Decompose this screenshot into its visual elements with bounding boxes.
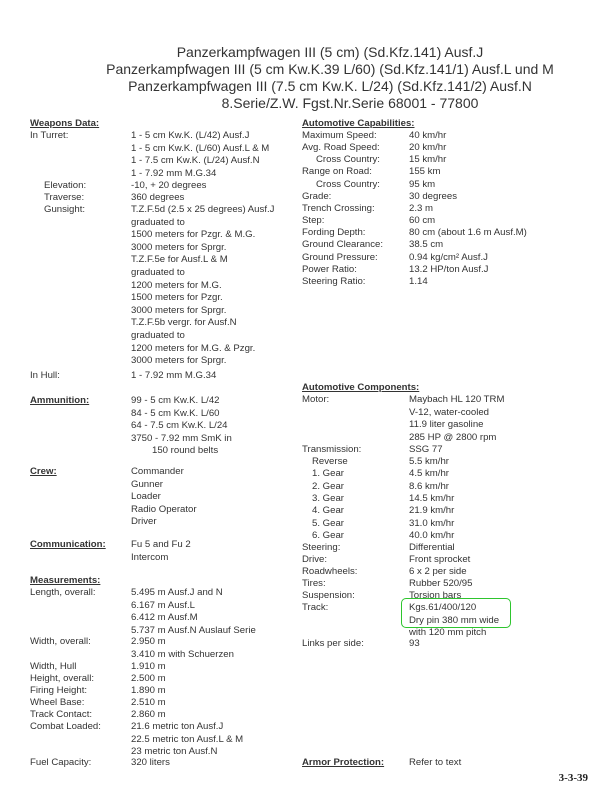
gunsight-value: T.Z.F.5b vergr. for Ausf.N: [131, 317, 237, 329]
communication-value: Fu 5 and Fu 2: [131, 539, 191, 550]
capability-value: 15 km/hr: [409, 154, 447, 166]
capability-value: 20 km/hr: [409, 142, 447, 154]
motor-value: 285 HP @ 2800 rpm: [409, 431, 497, 443]
components-header: Automotive Components:: [302, 382, 420, 393]
title-line-2: Panzerkampfwagen III (5 cm Kw.K.39 L/60) (Sd.Kfz.141/1) Ausf.L und M: [106, 61, 554, 77]
combat-loaded-value: 21.6 metric ton Ausf.J: [131, 721, 224, 732]
communication-label: Communication:: [30, 539, 106, 550]
combat-loaded-value: 22.5 metric ton Ausf.L & M: [131, 733, 244, 745]
track-highlight-box: [401, 598, 511, 628]
capability-value: 38.5 cm: [409, 239, 444, 251]
ammunition-values: [131, 395, 232, 458]
capability-value: 1.14: [409, 275, 428, 287]
gear-label: 6. Gear: [312, 529, 344, 541]
crew-label: Crew:: [30, 466, 57, 477]
suspension-label: Suspension:: [302, 590, 355, 601]
capability-value: 13.2 HP/ton Ausf.J: [409, 263, 489, 275]
crew-value: Loader: [131, 491, 161, 503]
traverse-label: Traverse:: [44, 192, 85, 203]
gear-label: 2. Gear: [312, 480, 344, 492]
width-value: 3.410 m with Schuerzen: [131, 648, 234, 660]
in-turret-values: [131, 130, 269, 180]
capability-label: Steering Ratio:: [302, 275, 366, 287]
capability-label: Power Ratio:: [302, 263, 357, 275]
communication-value: Intercom: [131, 551, 169, 563]
track-value: Kgs.61/400/120: [409, 602, 477, 613]
steering-label: Steering:: [302, 542, 341, 553]
capability-label: Ground Pressure:: [302, 251, 378, 263]
in-turret-value: 1 - 7.92 mm M.G.34: [131, 167, 217, 179]
capability-value: 155 km: [409, 166, 441, 178]
transmission-label: Transmission:: [302, 444, 362, 455]
gear-label: 5. Gear: [312, 517, 344, 529]
height-label: Height, overall:: [30, 673, 94, 684]
fuel-capacity-value: 320 liters: [131, 757, 170, 768]
gunsight-values: [131, 204, 274, 368]
wheel-base-label: Wheel Base:: [30, 697, 85, 708]
length-value: 6.167 m Ausf.L: [131, 599, 195, 611]
length-values: [131, 587, 256, 637]
crew-value: Driver: [131, 516, 157, 528]
track-value: Dry pin 380 mm wide: [409, 614, 500, 626]
capability-label: Ground Clearance:: [302, 239, 384, 251]
gear-value: 4.5 km/hr: [409, 468, 449, 480]
capabilities-header: Automotive Capabilities:: [302, 118, 415, 129]
links-value: 93: [409, 638, 420, 649]
length-value: 5.495 m Ausf.J and N: [131, 587, 223, 598]
roadwheels-value: 6 x 2 per side: [409, 566, 467, 577]
title-line-4: 8.Serie/Z.W. Fgst.Nr.Serie 68001 - 77800: [221, 95, 479, 111]
gear-value: 14.5 km/hr: [409, 492, 455, 504]
track-contact-label: Track Contact:: [30, 709, 93, 720]
width-hull-value: 1.910 m: [131, 661, 166, 672]
length-value: 6.412 m Ausf.M: [131, 612, 198, 624]
in-turret-value: 1 - 7.5 cm Kw.K. (L/24) Ausf.N: [131, 155, 260, 167]
title-line-3: Panzerkampfwagen III (7.5 cm Kw.K. L/24) (Sd.Kfz.141/2) Ausf.N: [128, 78, 532, 94]
motor-label: Motor:: [302, 394, 330, 405]
track-label: Track:: [302, 602, 329, 613]
armor-value: Refer to text: [409, 757, 462, 768]
combat-loaded-values: [131, 721, 243, 759]
gunsight-value: 3000 meters for Sprgr.: [131, 355, 227, 367]
gunsight-value: 3000 meters for Sprgr.: [131, 304, 227, 316]
length-label: Length, overall:: [30, 587, 96, 598]
crew-value: Commander: [131, 466, 184, 477]
transmission-value: SSG 77: [409, 444, 443, 455]
in-turret-value: 1 - 5 cm Kw.K. (L/60) Ausf.L & M: [131, 142, 270, 154]
crew-values: [131, 466, 197, 529]
gunsight-value: graduated to: [131, 216, 185, 228]
capability-value: 95 km: [409, 178, 436, 190]
height-value: 2.500 m: [131, 673, 166, 684]
suspension-value: Torsion bars: [409, 590, 462, 601]
gunsight-value: 1500 meters for Pzgr.: [131, 292, 223, 304]
links-label: Links per side:: [302, 638, 364, 649]
gunsight-value: 1500 meters for Pzgr. & M.G.: [131, 229, 256, 241]
capability-label: Trench Crossing:: [302, 202, 375, 214]
capability-label: Step:: [302, 215, 325, 227]
gear-value: 31.0 km/hr: [409, 517, 455, 529]
in-turret-value: 1 - 5 cm Kw.K. (L/42) Ausf.J: [131, 130, 250, 141]
tires-label: Tires:: [302, 578, 326, 589]
capability-value: 0.94 kg/cm² Ausf.J: [409, 251, 488, 263]
combat-loaded-label: Combat Loaded:: [30, 721, 101, 732]
ammunition-value: 3750 - 7.92 mm SmK in: [131, 432, 232, 444]
in-hull-label: In Hull:: [30, 370, 60, 381]
motor-value: V-12, water-cooled: [409, 406, 489, 418]
combat-loaded-value: 23 metric ton Ausf.N: [131, 746, 218, 758]
gunsight-value: 1200 meters for M.G.: [131, 279, 222, 291]
gear-value: 40.0 km/hr: [409, 529, 455, 541]
gunsight-value: 1200 meters for M.G. & Pzgr.: [131, 342, 256, 354]
ammunition-value: 150 round belts: [152, 445, 219, 457]
capability-label: Avg. Road Speed:: [302, 142, 380, 154]
gear-label: 1. Gear: [312, 468, 344, 480]
gear-label: 3. Gear: [312, 492, 344, 504]
motor-value: 11.9 liter gasoline: [409, 419, 484, 431]
gunsight-value: graduated to: [131, 266, 185, 278]
steering-value: Differential: [409, 542, 455, 553]
tires-value: Rubber 520/95: [409, 578, 473, 589]
ammunition-value: 84 - 5 cm Kw.K. L/60: [131, 407, 220, 419]
width-label: Width, overall:: [30, 636, 91, 647]
drive-value: Front sprocket: [409, 554, 471, 565]
gunsight-value: T.Z.F.5d (2.5 x 25 degrees) Ausf.J: [131, 204, 275, 215]
capability-value: 80 cm (about 1.6 m Ausf.M): [409, 227, 527, 239]
capability-label: Cross Country:: [316, 178, 380, 190]
measurements-header: Measurements:: [30, 575, 101, 586]
wheel-base-value: 2.510 m: [131, 697, 166, 708]
traverse-value: 360 degrees: [131, 192, 185, 203]
ammunition-value: 64 - 7.5 cm Kw.K. L/24: [131, 420, 228, 432]
firing-height-label: Firing Height:: [30, 685, 88, 696]
capability-label: Fording Depth:: [302, 227, 366, 239]
in-hull-value: 1 - 7.92 mm M.G.34: [131, 370, 217, 381]
firing-height-value: 1.890 m: [131, 685, 166, 696]
capability-value: 30 degrees: [409, 190, 458, 202]
ammunition-value: 99 - 5 cm Kw.K. L/42: [131, 395, 220, 406]
track-value: with 120 mm pitch: [409, 627, 487, 639]
track-contact-value: 2.860 m: [131, 709, 166, 720]
capability-label: Range on Road:: [302, 166, 372, 178]
armor-label: Armor Protection:: [302, 757, 385, 768]
roadwheels-label: Roadwheels:: [302, 566, 358, 577]
gunsight-label: Gunsight:: [44, 204, 86, 215]
capability-label: Grade:: [302, 190, 332, 202]
capability-value: 2.3 m: [409, 202, 433, 214]
elevation-value: -10, + 20 degrees: [131, 180, 207, 191]
gunsight-value: 3000 meters for Sprgr.: [131, 241, 227, 253]
gunsight-value: T.Z.F.5e for Ausf.L & M: [131, 254, 228, 266]
motor-value: Maybach HL 120 TRM: [409, 394, 505, 405]
title-block: [60, 44, 600, 112]
elevation-label: Elevation:: [44, 180, 87, 191]
title-line-1: Panzerkampfwagen III (5 cm) (Sd.Kfz.141) Ausf.J: [176, 44, 484, 60]
gunsight-value: graduated to: [131, 329, 185, 341]
gear-label: 4. Gear: [312, 505, 344, 517]
width-hull-label: Width, Hull: [30, 661, 77, 672]
page-number: 3-3-39: [558, 772, 588, 784]
gear-value: 8.6 km/hr: [409, 480, 449, 492]
gear-label: Reverse: [312, 456, 348, 467]
width-value: 2.950 m: [131, 636, 166, 647]
capability-value: 60 cm: [409, 215, 436, 227]
width-values: [131, 636, 234, 661]
gear-value: 5.5 km/hr: [409, 456, 449, 467]
fuel-capacity-label: Fuel Capacity:: [30, 757, 92, 768]
gear-value: 21.9 km/hr: [409, 505, 455, 517]
ammunition-label: Ammunition:: [30, 395, 90, 406]
capability-value: 40 km/hr: [409, 130, 447, 141]
crew-value: Gunner: [131, 478, 163, 490]
drive-label: Drive:: [302, 554, 328, 565]
motor-values: [409, 394, 504, 444]
capability-label: Cross Country:: [316, 154, 380, 166]
length-value: 5.737 m Ausf.N Auslauf Serie: [131, 624, 256, 636]
weapons-header: Weapons Data:: [30, 118, 100, 129]
communication-values: [131, 539, 191, 564]
capability-label: Maximum Speed:: [302, 130, 377, 141]
crew-value: Radio Operator: [131, 503, 197, 515]
in-turret-label: In Turret:: [30, 130, 69, 141]
